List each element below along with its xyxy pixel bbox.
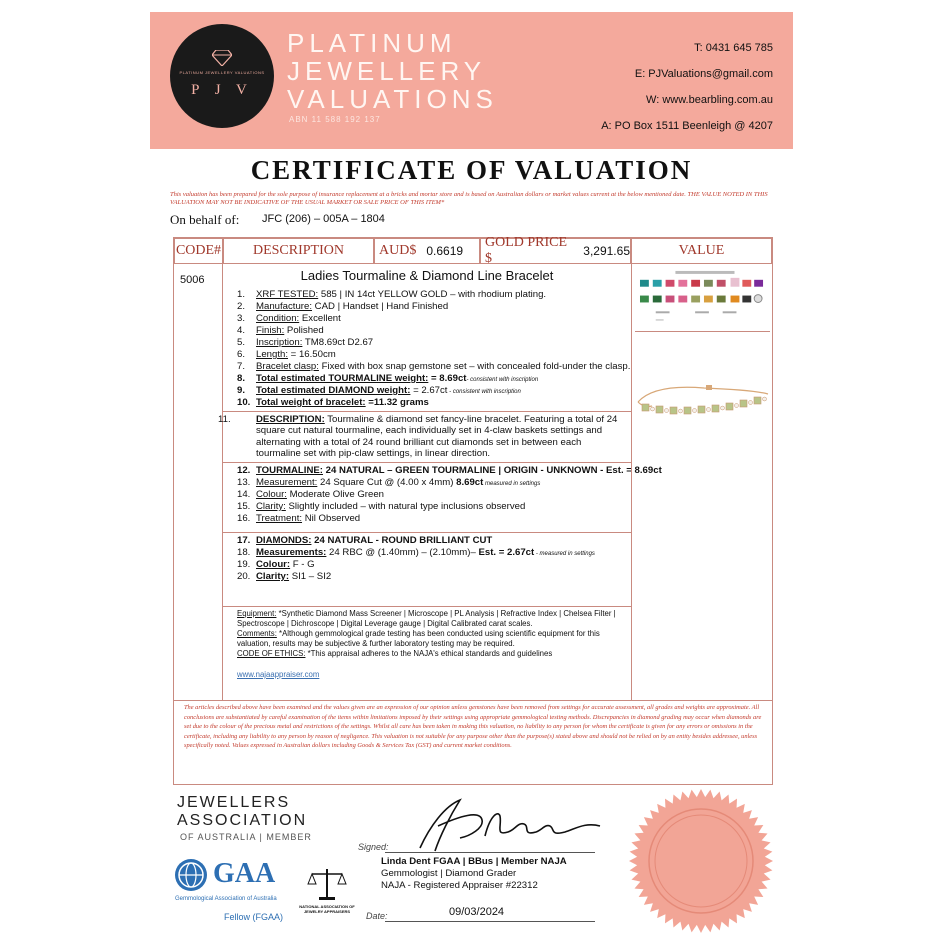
gemstone-chart-image [635,268,770,332]
jewellers-association-line3: OF AUSTRALIA | MEMBER [180,832,312,842]
line-15: 15. Clarity: Slightly included – with natural type inclusions observed [237,501,526,512]
signer-role: Gemmologist | Diamond Grader [381,868,517,879]
header-gold-value: 3,291.65 [583,244,630,258]
equipment-divider [223,606,631,607]
naja-scales-icon [304,866,350,902]
contact-address: A: PO Box 1511 Beenleigh @ 4207 [601,120,773,132]
header-code [174,238,223,264]
line-5: 5. Inscription: TM8.69ct D2.67 [237,337,374,348]
gaa-globe-icon [173,857,209,893]
signature-image [390,796,610,854]
comments-line: Comments: *Although gemmological grade testing has been conducted using scientific equipment for this valuation, results may be subjective & further laboratory testing may be required. [237,629,600,648]
logo-ring-text: PLATINUM JEWELLERY VALUATIONS [179,70,265,75]
header-aud [374,238,480,264]
line-8: 8. Total estimated TOURMALINE weight: = 8.69ct- consistent with inscription [237,373,539,384]
gaa-subtitle: Gemmological Association of Australia [175,896,277,902]
header-aud-label: AUD$ [379,243,417,258]
description-column [218,264,662,700]
contact-web: W: www.bearbling.com.au [646,94,773,106]
behalf-value: JFC (206) – 005A – 1804 [262,213,385,225]
contact-email: E: PJValuations@gmail.com [634,68,773,80]
bottom-disclaimer: The articles described above have been examined and the values given are an expression of our opinion unless gemstones have been removed from settings for accurate assessment, all grades and weights are approximate. All conclusions are substantiated by careful examination of the items within limitations imposed by their settings using appropriate gemmological testing methods. Discrepancies in diamond grading may occur when diamonds are set due to the colour of the precious metal and restrictions of the settings. Whilst all care has been taken in making this valuation, no liability to any person for whom the certificate is given for any errors or omissions in the certificate, including any liability to any person by reason of negligence. This valuation is not suitable for any purpose other than the purpose(s) stated above and should not be relied on by an entity besides addressee, unless specifically noted. Values expressed in Australian dollars including Goods & Services Tax (GST) and current market conditions. [184,704,762,750]
line-2: 2. Manufacture: CAD | Handset | Hand Finished [237,301,449,312]
bracelet-photo [634,382,771,422]
top-disclaimer: This valuation has been prepared for the sole purpose of insurance replacement at a bricks and mortar store and is based on Australian dollars or market values current at the below mentioned date. THE VALUE NOTED IN THIS VALUATION MAY NOT BE INDICATIVE OF THE USUAL MARKET OR SALE PRICE OF THIS ITEM* [170,191,768,206]
line-19: 19. Colour: F - G [237,559,315,570]
gaa-wordmark: GAA [213,858,276,889]
tourmaline-block [223,462,662,526]
signer-registration: NAJA - Registered Appraiser #22312 [381,880,538,891]
line-13: 13. Measurement: 24 Square Cut @ (4.00 x 4mm) 8.69ct measured in settings [237,477,541,488]
header-description-label: DESCRIPTION [252,243,344,258]
line-20: 20. Clarity: SI1 – SI2 [237,571,332,582]
gaa-fellow: Fellow (FGAA) [224,912,284,922]
pjv-logo [170,24,274,128]
signer-name: Linda Dent FGAA | BBus | Member NAJA [381,856,567,867]
seal-body [629,789,773,933]
item-code: 5006 [180,274,205,286]
header-band [150,12,793,149]
contact-phone: T: 0431 645 785 [694,42,773,54]
date-value: 09/03/2024 [449,906,505,918]
header-aud-value: 0.6619 [426,244,464,258]
ethics-line: CODE OF ETHICS: *This appraisal adheres to the NAJA's ethical standards and guidelines [237,649,553,658]
code-column [174,264,223,700]
certificate-title: CERTIFICATE OF VALUATION [250,155,693,185]
valuation-table [173,237,773,701]
line-7: 7. Bracelet clasp: Fixed with box snap gemstone set – with concealed fold-under the clasp. [237,361,631,372]
header-code-label: CODE# [175,243,222,258]
signature-line [385,852,595,853]
date-label: Date: [366,911,388,921]
logo-initials: P J V [191,82,253,98]
header-value [631,238,772,264]
line-9: 9. Total estimated DIAMOND weight: = 2.67ct - consistent with inscription [237,385,521,396]
diamond-block [223,532,631,606]
signed-label: Signed: [358,842,389,852]
line-3: 3. Condition: Excellent [237,313,341,324]
behalf-label: On behalf of: [170,212,240,227]
brand-line-1: PLATINUM [287,28,457,58]
header-description [223,238,374,264]
naja-website-link[interactable]: www.najaappraiser.com [237,670,320,679]
line-12: 12. TOURMALINE: 24 NATURAL – GREEN TOURMALINE | ORIGIN - UNKNOWN - Est. = 8.69ct [237,465,662,476]
header-gold-label: GOLD PRICE $ [485,235,568,266]
brand-line-2: JEWELLERY [287,56,487,86]
description-block [218,411,631,460]
line-6: 6. Length: = 16.50cm [237,349,336,360]
naja-caption: NATIONAL ASSOCIATION OF JEWELRY APPRAISERS [299,904,355,914]
line-16: 16. Treatment: Nil Observed [237,513,361,524]
item-title: Ladies Tourmaline & Diamond Line Bracelet [300,268,554,283]
line-14: 14. Colour: Moderate Olive Green [237,489,384,500]
date-line [385,921,595,922]
abn-number: ABN 11 588 192 137 [289,115,381,124]
line-10: 10. Total weight of bracelet: =11.32 grams [237,397,429,408]
line-17: 17. DIAMONDS: 24 NATURAL - ROUND BRILLIANT CUT [237,535,493,546]
header-gold [480,235,631,266]
value-column [631,264,772,700]
header-value-label: VALUE [678,243,725,258]
gem-icon [212,50,232,66]
line-1: 1. XRF TESTED: 585 | IN 14ct YELLOW GOLD – with rhodium plating. [237,289,547,300]
bottom-disclaimer-frame [173,701,773,785]
equipment-line: Equipment: *Synthetic Diamond Mass Screener | Microscope | PL Analysis | Refractive Index | Chelsea Filter | Spectroscope | Dichroscope | Digital Leverage gauge | Digital Calibrated carat scales. [237,609,616,628]
brand-line-3: VALUATIONS [287,84,498,114]
line-11: 11. DESCRIPTION: Tourmaline & diamond set fancy-line bracelet. Featuring a total of 24 square cut natural tourmaline, each individually set in 4-claw baskets settings and alternating with a total of 24 round brilliant cut diamonds set in between each tourmaline set with pip-claw settings, in linear direction. [218,414,618,460]
seal-stamp [626,786,776,936]
jewellers-association-line1: JEWELLERS [177,794,291,811]
line-18: 18. Measurements: 24 RBC @ (1.40mm) – (2.10mm)– Est. = 2.67ct - measured in settings [237,547,595,558]
line-4: 4. Finish: Polished [237,325,324,336]
jewellers-association-line2: ASSOCIATION [177,812,308,829]
equipment-notes [237,609,629,659]
